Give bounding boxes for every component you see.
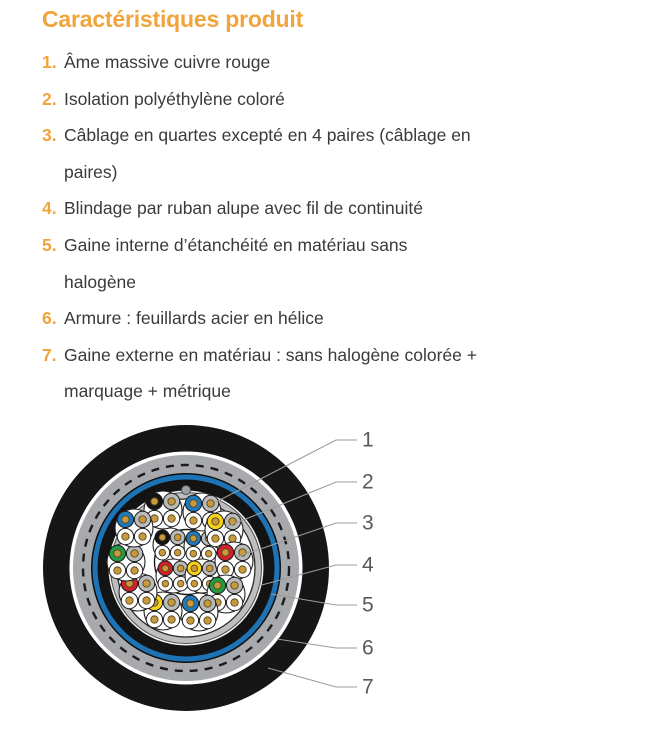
copper-core [162,580,169,587]
callout-label-6: 6 [362,636,374,660]
copper-core [168,515,175,522]
callout-label-1: 1 [362,428,374,452]
item-number: 2. [42,88,57,109]
copper-core [162,565,169,572]
copper-core [206,565,213,572]
item-text-line: Âme massive cuivre rouge [64,52,271,72]
item-text-line: paires) [64,161,118,182]
copper-core [168,616,175,623]
copper-core [222,549,229,556]
copper-core [214,582,221,589]
item-text-line: Gaine interne d’étanchéité en matériau sans [64,234,408,255]
copper-core [122,516,129,523]
copper-core [139,533,146,540]
item-text-line: Isolation polyéthylène coloré [64,88,285,109]
copper-core [174,534,181,541]
item-number: 4. [42,198,57,219]
copper-core [204,617,211,624]
copper-core [159,549,166,556]
copper-core [114,567,121,574]
copper-core [151,616,158,623]
copper-core [231,599,238,606]
copper-core [187,617,194,624]
copper-core [114,550,121,557]
copper-core [205,550,212,557]
copper-core [231,582,238,589]
callout-label-7: 7 [362,675,374,699]
copper-core [190,500,197,507]
copper-core [122,533,129,540]
continuity-wire-dot [182,486,191,495]
copper-core [159,534,166,541]
copper-core [239,566,246,573]
copper-core [151,498,158,505]
copper-core [190,535,197,542]
copper-core [212,535,219,542]
item-number: 5. [42,234,57,255]
item-text-line: Gaine externe en matériau : sans halogène colorée + [64,344,477,365]
copper-core [190,550,197,557]
copper-core [191,565,198,572]
callout-label-4: 4 [362,553,374,577]
copper-core [168,498,175,505]
callout-label-3: 3 [362,511,374,535]
item-text-line: Blindage par ruban alupe avec fil de continuité [64,198,423,219]
copper-core [168,599,175,606]
copper-core [177,565,184,572]
callout-label-5: 5 [362,593,374,617]
copper-core [174,549,181,556]
item-number: 1. [42,52,57,72]
page-title: Caractéristiques produit [42,6,304,32]
copper-core [177,580,184,587]
copper-core [131,550,138,557]
copper-core [143,597,150,604]
copper-core [212,518,219,525]
copper-core [222,566,229,573]
callout-label-2: 2 [362,470,374,494]
copper-core [229,535,236,542]
copper-core [131,567,138,574]
copper-core [187,600,194,607]
copper-core [190,517,197,524]
item-number: 7. [42,344,57,365]
copper-core [139,516,146,523]
item-number: 3. [42,125,57,146]
copper-core [207,500,214,507]
item-text-line: marquage + métrique [64,381,231,402]
item-number: 6. [42,308,57,329]
copper-core [143,580,150,587]
item-text-line: halogène [64,271,137,292]
copper-core [204,600,211,607]
copper-core [126,597,133,604]
copper-core [191,580,198,587]
item-text-line: Armure : feuillards acier en hélice [64,308,324,329]
item-text-line: Câblage en quartes excepté en 4 paires (câblage en [64,125,471,146]
